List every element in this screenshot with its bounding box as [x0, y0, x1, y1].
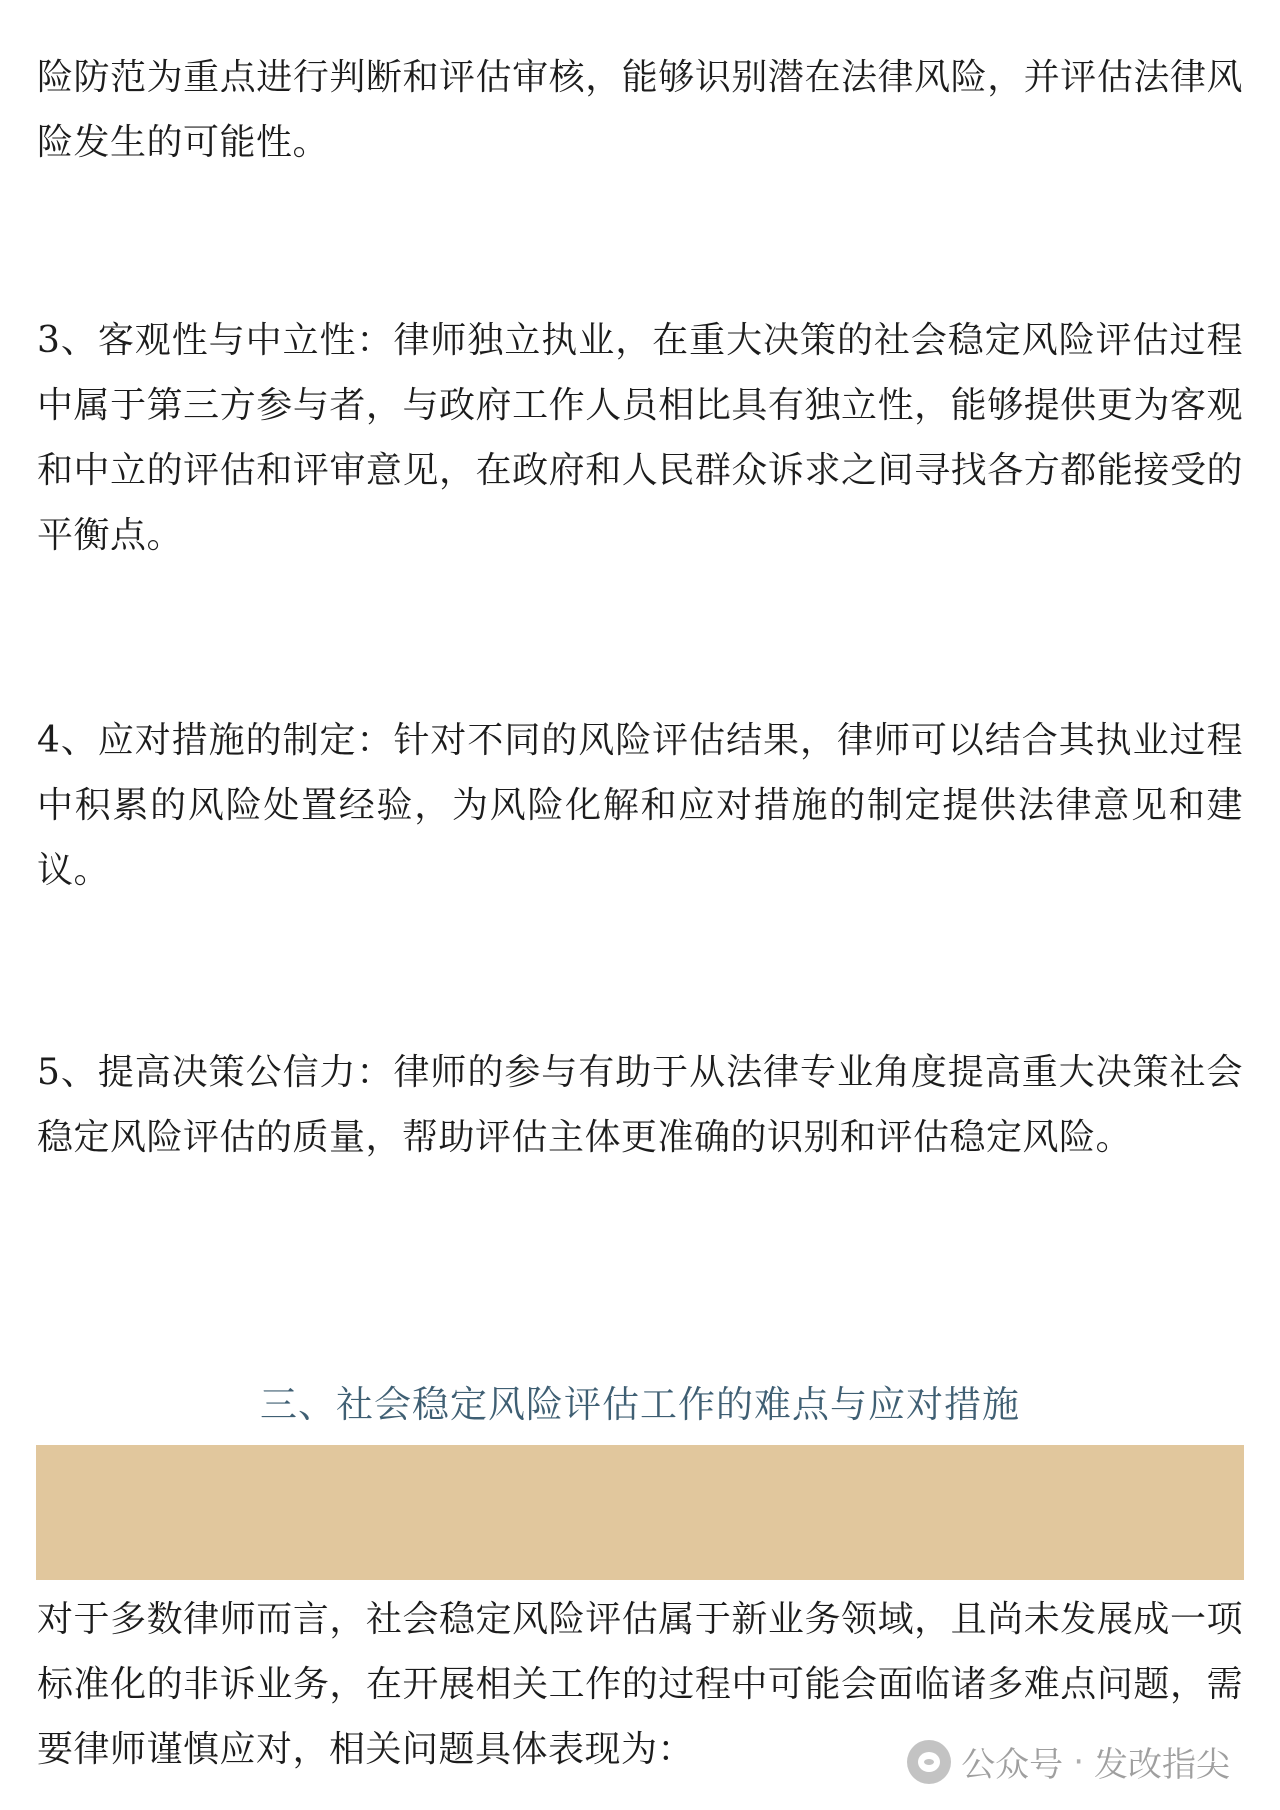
section-heading-band [36, 1445, 1244, 1580]
section-heading: 三、社会稳定风险评估工作的难点与应对措施 [260, 1383, 1020, 1426]
paragraph-intro: 对于多数律师而言，社会稳定风险评估属于新业务领域，且尚未发展成一项标准化的非诉业务，在开展相关工作的过程中可能会面临诸多难点问题，需要律师谨慎应对，相关问题具体表现为： [37, 1599, 1243, 1770]
paragraph-point-3: 3、客观性与中立性：律师独立执业，在重大决策的社会稳定风险评估过程中属于第三方参与者，与政府工作人员相比具有独立性，能够提供更为客观和中立的评估和评审意见，在政府和人民群众诉求之间寻找各方都能接受的平衡点。 [37, 320, 1243, 556]
watermark-separator: · [1073, 1741, 1084, 1782]
watermark [907, 1737, 1230, 1786]
paragraph-continuation: 险防范为重点进行判断和评估审核，能够识别潜在法律风险，并评估法律风险发生的可能性。 [37, 57, 1243, 163]
watermark-account-name: 发改指尖 [1094, 1745, 1230, 1785]
paragraph-point-4: 4、应对措施的制定：针对不同的风险评估结果，律师可以结合其执业过程中积累的风险处置经验，为风险化解和应对措施的制定提供法律意见和建议。 [37, 720, 1243, 891]
wechat-official-account-icon [907, 1740, 951, 1784]
watermark-label: 公众号 [961, 1745, 1064, 1785]
paragraph-point-5: 5、提高决策公信力：律师的参与有助于从法律专业角度提高重大决策社会稳定风险评估的质量，帮助评估主体更准确的识别和评估稳定风险。 [37, 1052, 1243, 1158]
